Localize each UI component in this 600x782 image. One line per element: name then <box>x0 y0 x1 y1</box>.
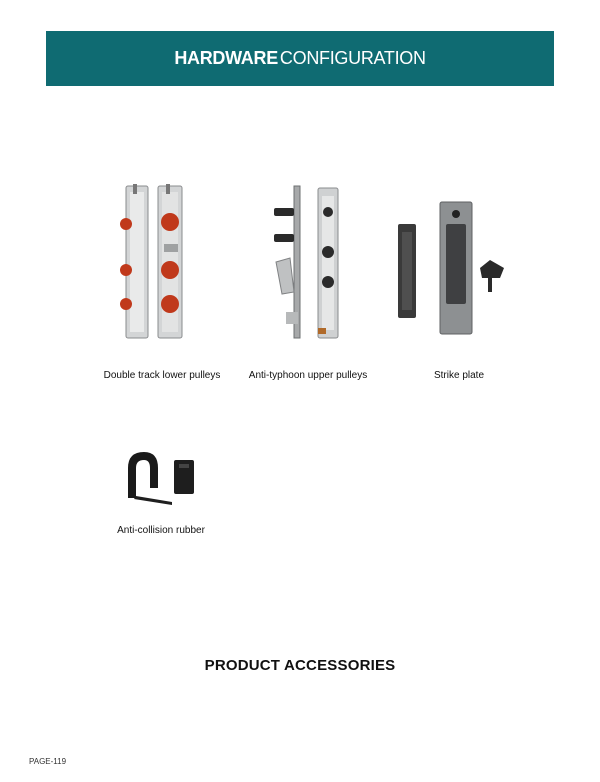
double-track-lower-pulleys-image <box>118 182 190 342</box>
product-caption: Anti-typhoon upper pulleys <box>248 370 368 381</box>
header-title-light: CONFIGURATION <box>279 48 426 68</box>
header-title-bold: HARDWARE <box>174 48 278 68</box>
anti-typhoon-upper-pulleys-image <box>266 182 344 342</box>
page-number: PAGE-119 <box>29 757 67 766</box>
anti-collision-rubber-image <box>120 448 200 506</box>
strike-plate-image <box>394 198 514 338</box>
product-caption: Strike plate <box>433 370 485 381</box>
section-title: PRODUCT ACCESSORIES <box>204 657 396 674</box>
product-caption: Double track lower pulleys <box>103 370 221 381</box>
product-caption: Anti-collision rubber <box>117 525 205 536</box>
header-banner <box>46 31 554 86</box>
